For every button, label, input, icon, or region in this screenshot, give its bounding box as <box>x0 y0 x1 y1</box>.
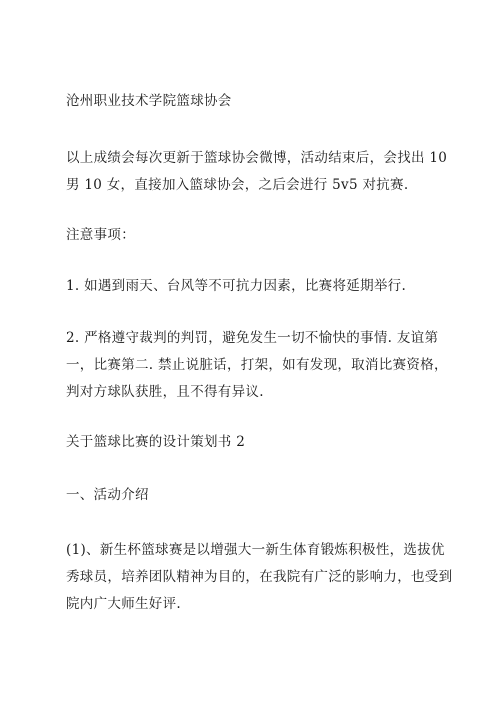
paragraph-line: 院内广大师生好评. <box>66 596 181 612</box>
document-heading: 沧州职业技术学院篮球协会 <box>66 93 232 109</box>
activity-heading: 一、活动介绍 <box>66 487 149 503</box>
paragraph-line: 判对方球队获胜，且不得有异议. <box>66 384 264 400</box>
notes-title: 注意事项： <box>66 227 135 243</box>
section-title: 关于篮球比赛的设计策划书 2 <box>66 434 246 450</box>
paragraph-line: 以上成绩会每次更新于篮球协会微博，活动结束后，会找出 10 <box>66 150 448 166</box>
paragraph-line: 秀球员，培养团队精神为目的，在我院有广泛的影响力，也受到 <box>66 569 453 585</box>
paragraph-line: (1)、新生杯篮球赛是以增强大一新生体育锻炼积极性，选拔优 <box>66 542 445 558</box>
paragraph-line: 2. 严格遵守裁判的判罚，避免发生一切不愉快的事情. 友谊第 <box>66 330 439 346</box>
note-item-2 <box>66 325 448 406</box>
intro-paragraph <box>66 537 453 618</box>
paragraph-line: 一，比赛第二. 禁止说脏话，打架，如有发现，取消比赛资格， <box>66 357 448 373</box>
note-item-1: 1. 如遇到雨天、台风等不可抗力因素，比赛将延期举行. <box>66 278 407 294</box>
paragraph-line: 男 10 女，直接加入篮球协会，之后会进行 5v5 对抗赛. <box>66 177 409 193</box>
results-paragraph <box>66 145 448 199</box>
